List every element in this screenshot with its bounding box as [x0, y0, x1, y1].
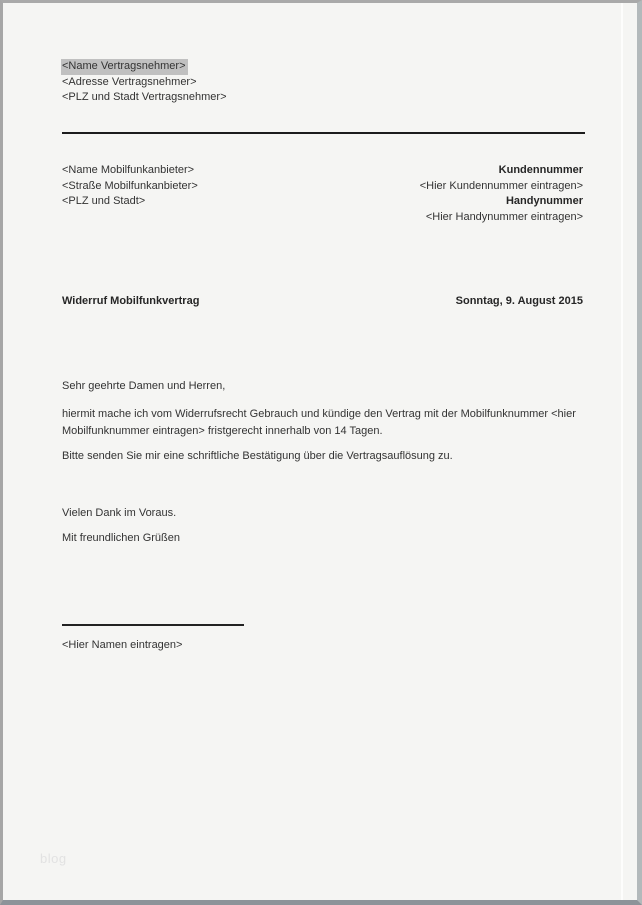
closing-line: Mit freundlichen Grüßen	[62, 532, 180, 544]
sender-address-block	[62, 59, 581, 105]
phone-number-label: Handynummer	[505, 195, 583, 207]
subject-line: Widerruf Mobilfunkvertrag	[62, 295, 200, 307]
recipient-name-placeholder: <Name Mobilfunkanbieter>	[62, 164, 195, 176]
body-paragraph-1: hiermit mache ich vom Widerrufsrecht Gebrauch und kündige den Vertrag mit der Mobilfunknummer <hier Mobilfunknummer eintragen> fristgerecht innerhalb von 14 Tagen.	[62, 408, 576, 437]
recipient-reference-row	[62, 163, 583, 225]
sender-name-placeholder	[62, 59, 581, 75]
thanks-line: Vielen Dank im Voraus.	[62, 507, 177, 519]
phone-number-placeholder: <Hier Handynummer eintragen>	[425, 210, 583, 223]
signature-name-placeholder: <Hier Namen eintragen>	[62, 639, 183, 651]
recipient-city-placeholder: <PLZ und Stadt>	[62, 195, 146, 207]
body-paragraph-2: Bitte senden Sie mir eine schriftliche Bestätigung über die Vertragsauflösung zu.	[62, 450, 453, 462]
sender-city-placeholder: <PLZ und Stadt Vertragsnehmer>	[62, 91, 227, 103]
signature-line	[62, 624, 244, 626]
sender-street-placeholder: <Adresse Vertragsnehmer>	[62, 76, 197, 88]
recipient-address-block	[62, 163, 198, 225]
letter-content	[3, 3, 637, 900]
watermark-blog: blog	[40, 851, 67, 866]
header-divider	[62, 132, 585, 134]
sender-name-highlight: <Name Vertragsnehmer>	[61, 59, 188, 75]
reference-block	[420, 163, 583, 225]
date-line: Sonntag, 9. August 2015	[455, 295, 583, 307]
salutation: Sehr geehrte Damen und Herren,	[62, 380, 226, 392]
subject-date-row	[62, 295, 583, 307]
customer-number-placeholder: <Hier Kundennummer eintragen>	[419, 179, 583, 192]
recipient-street-placeholder: <Straße Mobilfunkanbieter>	[62, 179, 198, 192]
customer-number-label: Kundennummer	[498, 164, 583, 176]
